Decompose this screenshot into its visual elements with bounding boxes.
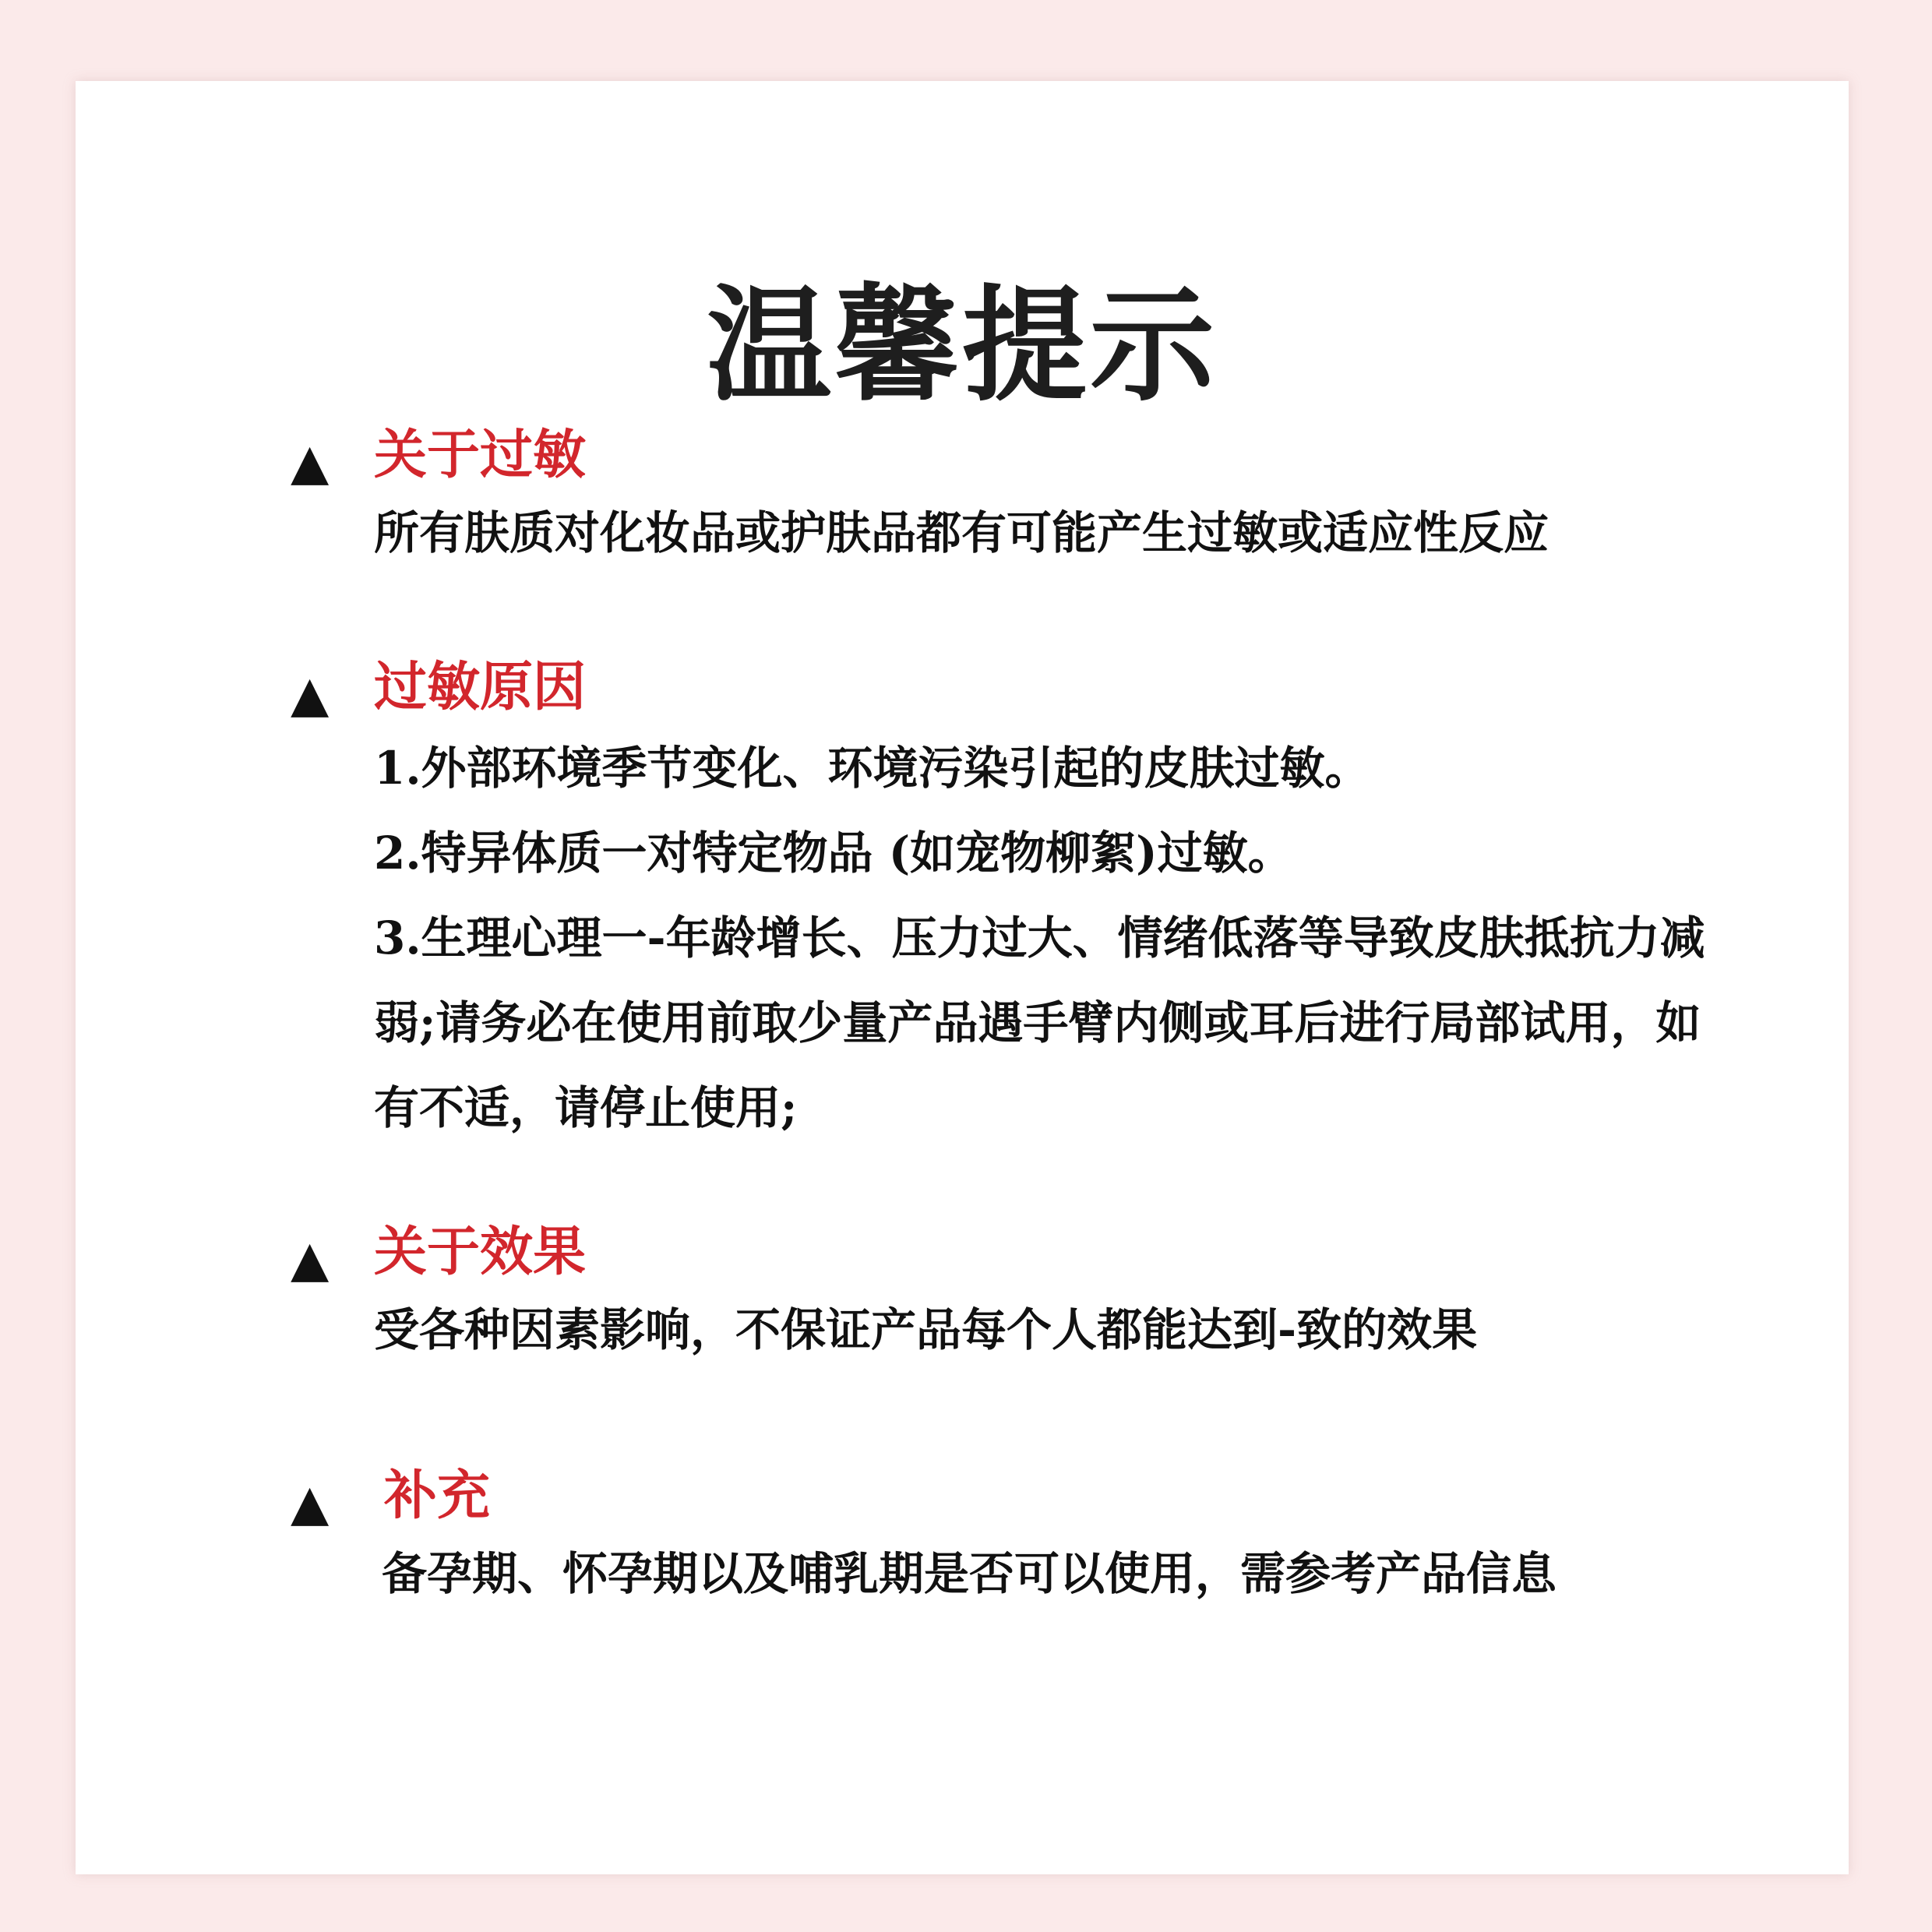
cause-item: 2.特异体质一对特定物品 (如宠物柳絮)过敏。 (374, 827, 1293, 880)
triangle-icon: ▲ (291, 434, 330, 492)
page-title: 温馨提示 (706, 273, 1218, 418)
section-heading: 关于过敏 (374, 424, 587, 486)
triangle-icon: ▲ (291, 666, 330, 724)
cause-item: 3.生理心理一-年龄增长、压力过大、情绪低落等导致皮肤抵抗力减弱;请务必在使用前取少量产品遇手臂内侧或耳后进行局部试用，如有不适，请停止使用; (374, 911, 1705, 1134)
cause-list (374, 726, 1745, 1151)
triangle-icon: ▲ (291, 1231, 330, 1289)
section-text: 所有肤质对化妆品或护肤品都有可能产生过敏或适应性反应 (374, 506, 1549, 559)
section-heading: 关于效果 (374, 1221, 587, 1283)
section-heading: 过敏原因 (374, 656, 587, 718)
triangle-icon: ▲ (291, 1475, 330, 1532)
section-heading: 补充 (384, 1465, 491, 1527)
section-text: 备孕期、怀孕期以及哺乳期是否可以使用，需参考产品信息 (382, 1547, 1557, 1600)
section-text: 受各种因素影响，不保证产品每个人都能达到-致的效果 (374, 1303, 1478, 1356)
notice-card (76, 81, 1849, 1874)
cause-item: 1.外部环境季节变化、环境污染引起的皮肤过敏。 (374, 742, 1370, 795)
